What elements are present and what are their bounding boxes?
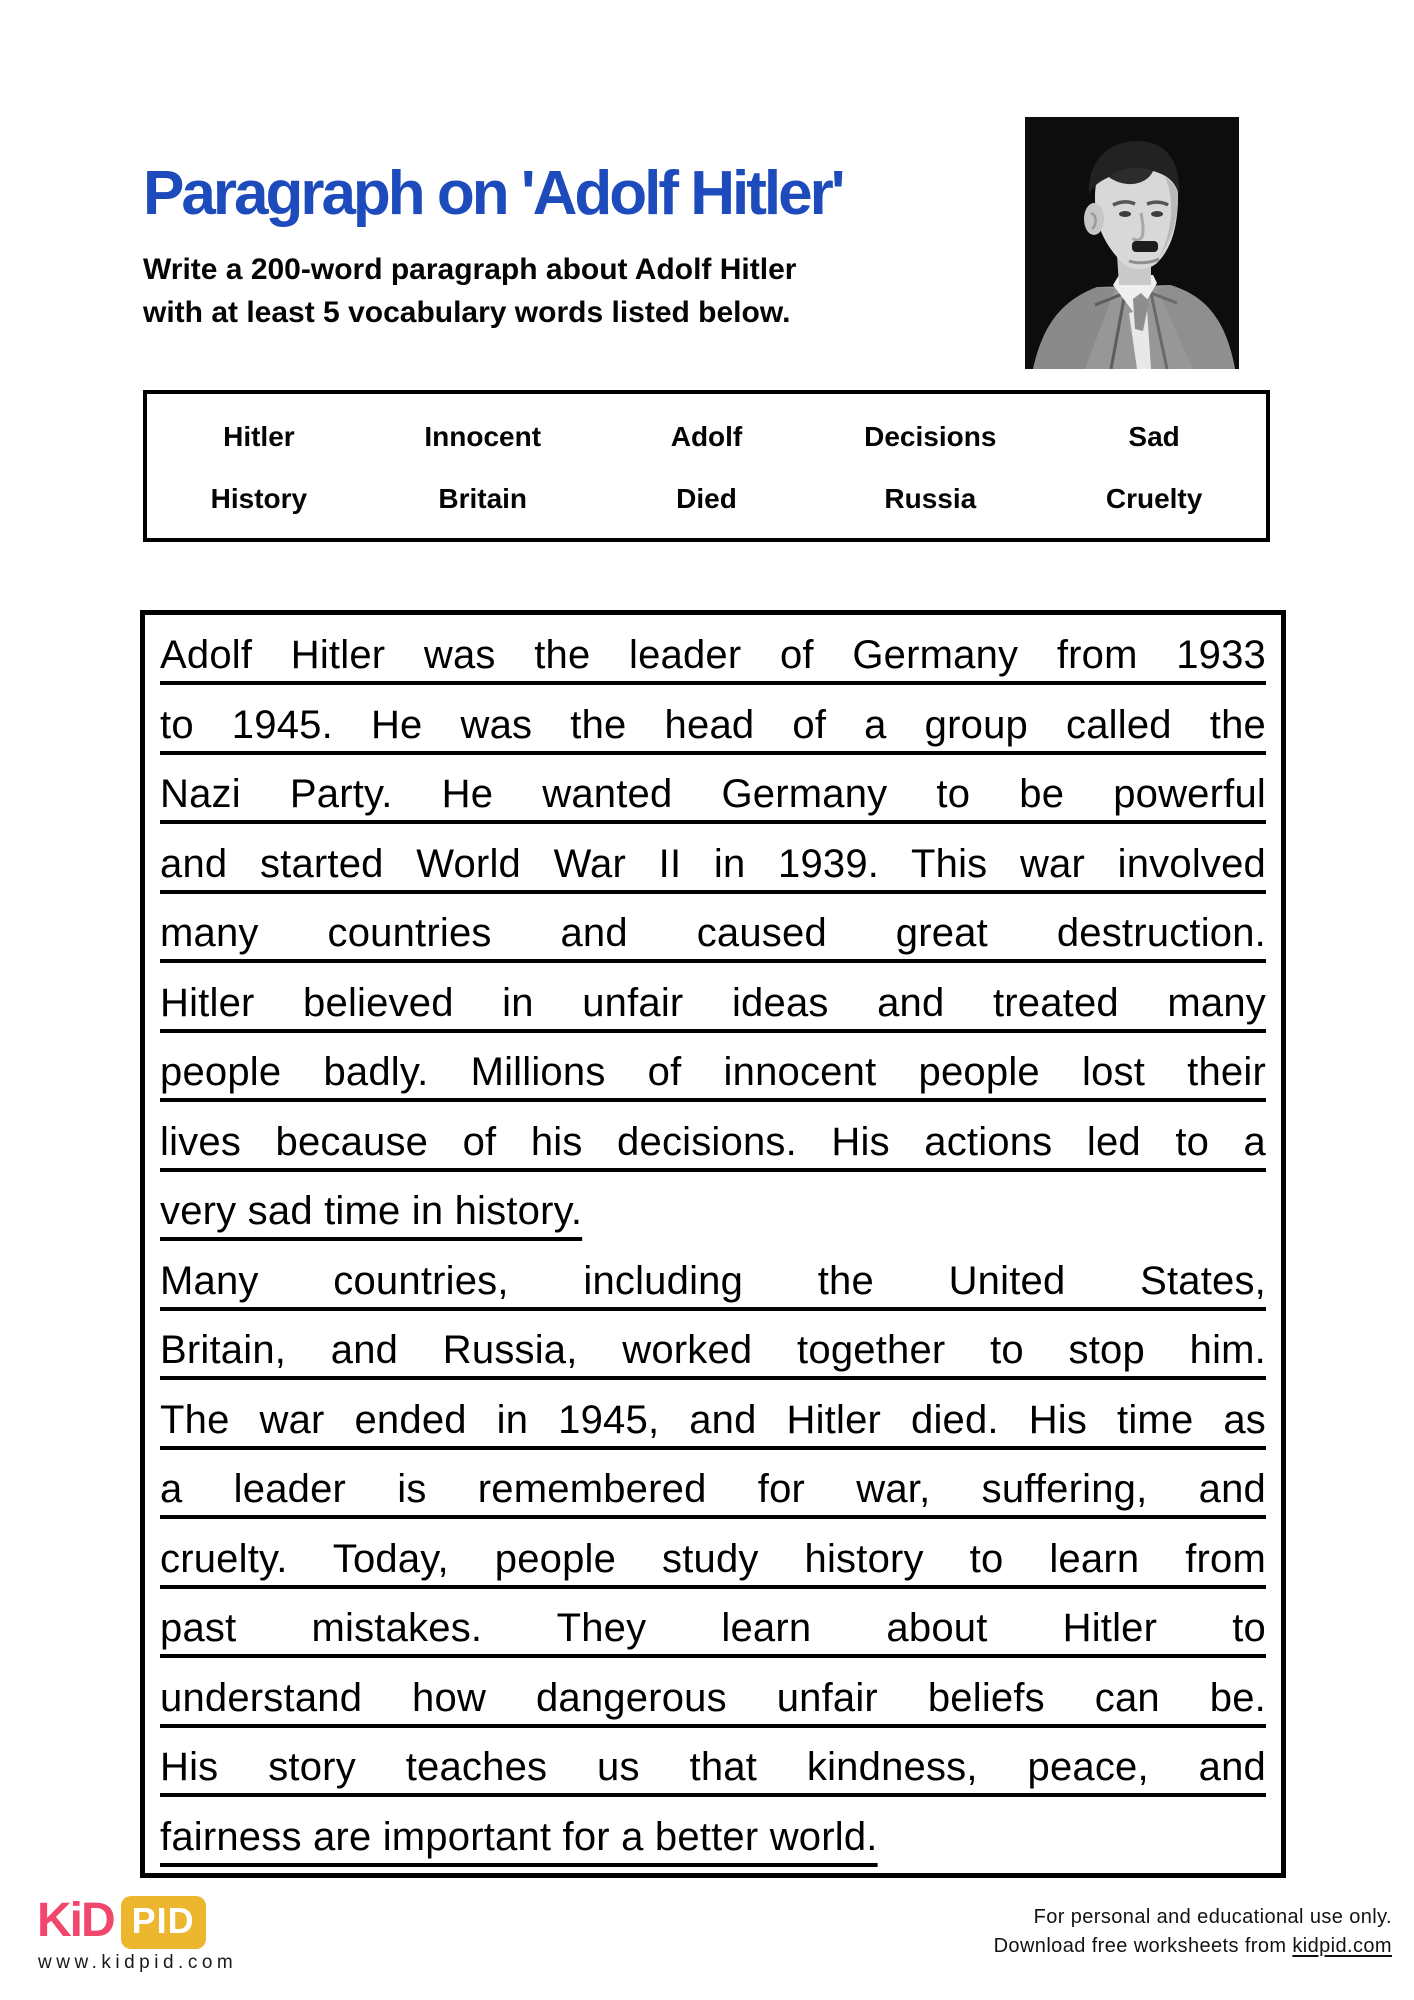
vocabulary-box [143,390,1270,542]
paragraph-line: Britain, and Russia, worked together to stop him. [160,1328,1266,1372]
footer-note [994,1903,1392,1961]
logo-kid-text: KiD [37,1894,114,1947]
paragraph-line: His story teaches us that kindness, peace, and [160,1745,1266,1789]
paragraph-line: people badly. Millions of innocent people lost their [160,1050,1266,1094]
paragraph-line: many countries and caused great destruction. [160,911,1266,955]
kidpid-logo [37,1893,206,1948]
paragraph-line: to 1945. He was the head of a group called the [160,702,1266,747]
vocab-word: Russia [884,483,977,514]
logo-pid-badge: PID [121,1896,206,1949]
usage-note: For personal and educational use only. [1033,1906,1392,1928]
download-note-prefix: Download free worksheets from [993,1935,1293,1957]
paragraph-line: fairness are important for a better world. [160,1814,878,1859]
paragraph-line: The war ended in 1945, and Hitler died. His time as [160,1397,1266,1442]
vocab-word: Innocent [424,421,542,452]
kidpid-link[interactable]: kidpid.com [1292,1935,1392,1957]
paragraph-line: lives because of his decisions. His actions led to a [160,1119,1266,1164]
website-url: www.kidpid.com [38,1952,238,1973]
worksheet-subtitle [143,248,796,334]
worksheet-title: Paragraph on 'Adolf Hitler' [143,159,843,228]
paragraph-line: Many countries, including the United States, [160,1258,1266,1303]
paragraph-line: past mistakes. They learn about Hitler to [160,1606,1266,1650]
vocab-word: Sad [1128,421,1180,452]
paragraph-line: Hitler believed in unfair ideas and treated many [160,980,1266,1025]
portrait-photo [1025,117,1239,369]
download-note [994,1932,1392,1961]
vocab-word: History [210,483,308,514]
subtitle-line-1: Write a 200-word paragraph about Adolf Hitler [143,253,797,286]
vocab-word: Cruelty [1105,483,1203,514]
portrait-illustration [1025,117,1239,369]
paragraph-line: very sad time in history. [160,1189,583,1233]
paragraph-line: a leader is remembered for war, suffering, and [160,1467,1266,1511]
vocab-word: Adolf [670,421,743,452]
paragraph-line: Nazi Party. He wanted Germany to be powerful [160,772,1266,816]
paragraph-line: cruelty. Today, people study history to learn from [160,1536,1266,1581]
subtitle-line-2: with at least 5 vocabulary words listed below. [143,296,791,329]
paragraph-line: Adolf Hitler was the leader of Germany from 1933 [160,633,1266,677]
vocab-word: Died [676,483,737,514]
paragraph-box [140,610,1286,1878]
paragraph-line: and started World War II in 1939. This war involved [160,841,1266,886]
paragraph-line: understand how dangerous unfair beliefs can be. [160,1675,1266,1720]
vocab-word: Decisions [864,421,997,452]
vocab-word: Hitler [223,421,295,452]
vocab-word: Britain [438,483,528,514]
